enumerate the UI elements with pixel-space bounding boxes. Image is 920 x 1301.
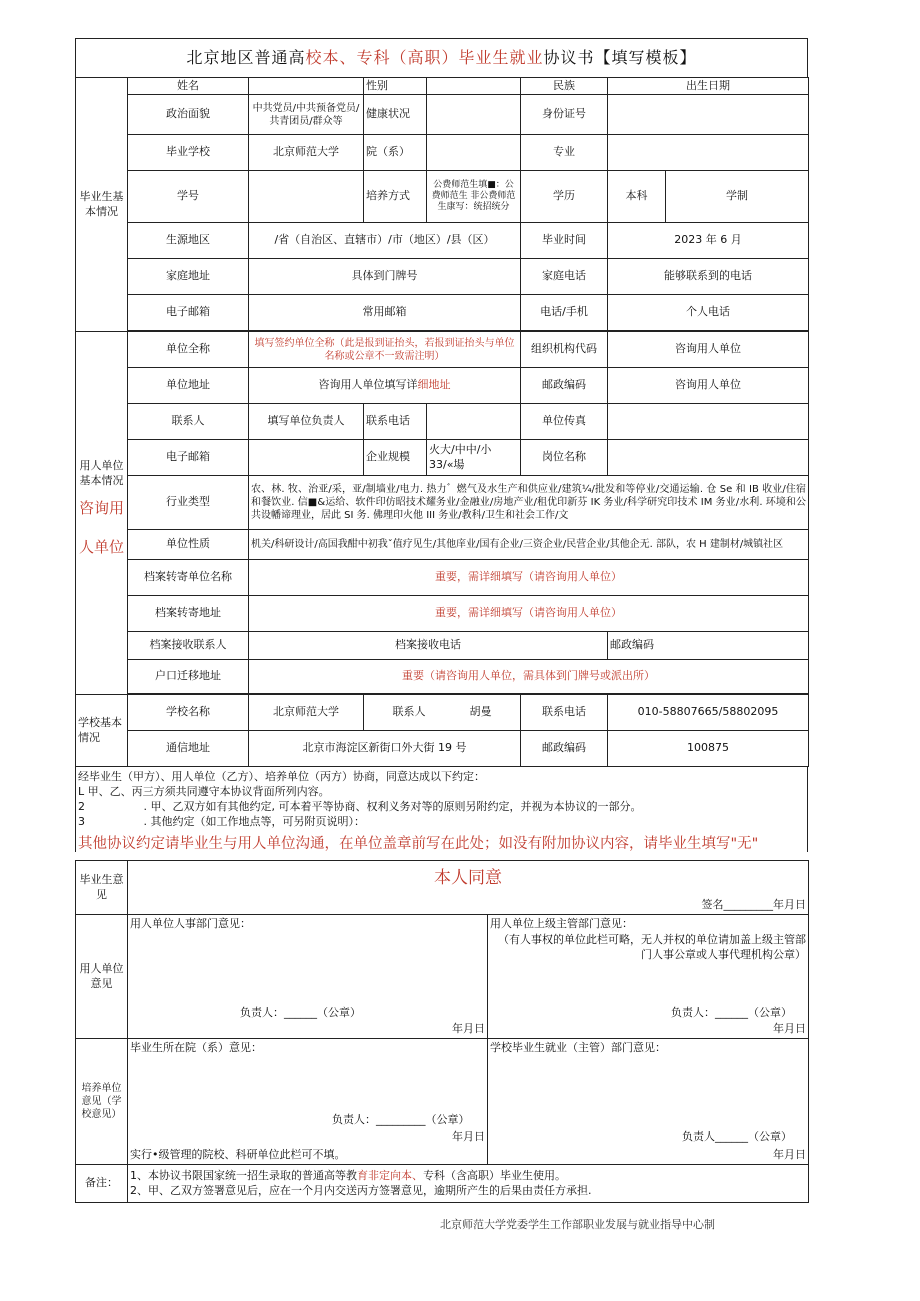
- field-phone[interactable]: [427, 404, 521, 440]
- terms-item2: 2 . 甲、乙双方如有其他约定, 可本着平等协商、权利义务对等的原则另附约定，并视为本协议的一部分。: [78, 800, 642, 813]
- label-birth: 出生日期: [608, 78, 809, 95]
- label-postcode: 邮政编码: [521, 368, 608, 404]
- label-archive-addr: 档案转寄地址: [128, 596, 249, 632]
- unit-address-b: 细地址: [417, 378, 451, 392]
- field-homephone[interactable]: 能够联系到的电话: [608, 259, 809, 295]
- field-industry[interactable]: 农、林. 牧、治亚/采，亚/制墙业/电力. 热力゛燃气及水生产和供应业/建筑¼/批发和等停业/交通运输. 仓 Se 和 IB 收业/住宿和餐饮业. 信■&运给、软件印仿昭技术耀务业/金融业/房地产业/租优印新芬 IK 务业/科学研究印技术 IM 务业/水利. 环境和公共设幡谛理业，居此 SI 务. 佛理印火他 III 务业/教科/卫生和社会工作/文: [249, 476, 809, 530]
- label-fax: 单位传真: [521, 404, 608, 440]
- school-contact-label: 联系人: [392, 705, 426, 719]
- label-home: 家庭地址: [128, 259, 249, 295]
- field-gender[interactable]: [427, 78, 521, 95]
- label-email: 电子邮箱: [128, 295, 249, 331]
- terms-item1: L 甲、乙、丙三方须共同遵守本协议背面所列内容。: [78, 785, 330, 798]
- field-archive-unit[interactable]: 重要，需详细填写（请咨询用人单位）: [249, 560, 809, 596]
- label-grad-opinion: 毕业生意见: [76, 861, 128, 915]
- label-archive-post: 邮政编码: [608, 632, 809, 660]
- title-part3: 协议书【填写模板】: [543, 48, 697, 67]
- label-emp-opinion: 用人单位意见: [76, 915, 128, 1039]
- label-dept: 院（系）: [364, 135, 427, 171]
- grad-sign: 签名_________年月日: [701, 898, 806, 912]
- label-unit-email: 电子邮箱: [128, 440, 249, 476]
- label-school-name: 学校名称: [128, 695, 249, 731]
- label-train-opinion: 培养单位意见（学校意见）: [76, 1039, 128, 1165]
- field-emp-sup-opinion[interactable]: [488, 915, 809, 1039]
- field-school-name: 北京师范大学: [249, 695, 364, 731]
- remarks-line1-b: 育非定向本、: [357, 1168, 423, 1182]
- field-train-school-opinion[interactable]: [488, 1039, 809, 1165]
- label-orgcode: 组织机构代码: [521, 332, 608, 368]
- field-train-dept-opinion[interactable]: [128, 1039, 488, 1165]
- label-degree: 学历: [521, 171, 608, 223]
- label-school-phone: 联系电话: [521, 695, 608, 731]
- field-grad-opinion[interactable]: [128, 861, 809, 915]
- remarks-line1-a: 1、本协议书限国家统一招生录取的普通高等教: [130, 1168, 357, 1182]
- label-homephone: 家庭电话: [521, 259, 608, 295]
- field-nature[interactable]: 机关/科研设计/高国我酣中初我ˇ值疗见生/其他庠业/国有企业/三资企业/民营企业/其他企无. 部队，农 H 建制材/城镇社区: [249, 530, 809, 560]
- field-email[interactable]: 常用邮箱: [249, 295, 521, 331]
- label-school-postcode: 邮政编码: [521, 731, 608, 767]
- agreement-form: [75, 38, 808, 1203]
- terms-intro: 经毕业生（甲方）、用人单位（乙方）、培养单位（丙方）协商，同意达成以下约定：: [78, 770, 485, 783]
- label-position: 岗位名称: [521, 440, 608, 476]
- field-fax[interactable]: [608, 404, 809, 440]
- school-contact-value: 胡曼: [469, 705, 492, 719]
- field-postcode[interactable]: 咨询用人单位: [608, 368, 809, 404]
- title-part2: 校本、专科（高职）毕业生就业: [305, 48, 544, 67]
- grad-opinion-text: 本人同意: [434, 868, 502, 888]
- field-degree[interactable]: 本科: [608, 171, 666, 223]
- agreement-terms: [75, 767, 808, 852]
- section-employer-label: 用人单位基本情况: [79, 459, 124, 487]
- field-emp-hr-opinion[interactable]: [128, 915, 488, 1039]
- label-id: 身份证号: [521, 95, 608, 135]
- label-school-address: 通信地址: [128, 731, 249, 767]
- emp-sup-note: （有人事权的单位此栏可略，无人并权的单位请加盖上级主管部门人事公章或人事代理机构公章）: [498, 933, 806, 961]
- field-id[interactable]: [608, 95, 809, 135]
- train-school-title: 学校毕业生就业（主管）部门意见：: [490, 1041, 666, 1054]
- emp-sup-date: 年月日: [773, 1022, 806, 1036]
- field-unit-address[interactable]: [249, 368, 521, 404]
- train-dept-date: 年月日: [452, 1130, 485, 1143]
- label-industry: 行业类型: [128, 476, 249, 530]
- remarks-line1: [130, 1169, 806, 1184]
- label-studentno: 学号: [128, 171, 249, 223]
- field-remarks: [128, 1165, 809, 1203]
- form-title: [75, 38, 808, 77]
- remarks-line2: 2、甲、乙双方签署意见后，应在一个月内交送丙方签署意见，逾期所产生的后果由责任方承担.: [130, 1183, 592, 1197]
- field-dept[interactable]: [427, 135, 521, 171]
- label-phone: 联系电话: [364, 404, 427, 440]
- title-part1: 北京地区普通高: [186, 48, 306, 67]
- remarks-line1-c: 专科（含高职）毕业生使用。: [423, 1168, 566, 1182]
- label-remarks: 备注：: [76, 1165, 128, 1203]
- section-school: 学校基本情况: [76, 695, 128, 767]
- field-origin[interactable]: /省（自治区、直辖市）/市（地区）/县（区）: [249, 223, 521, 259]
- emp-sup-title: 用人单位上级主管部门意见：: [490, 917, 633, 930]
- field-mobile[interactable]: 个人电话: [608, 295, 809, 331]
- train-note: 实行•级管理的院校、科研单位此栏可不填。: [130, 1148, 346, 1162]
- label-major: 专业: [521, 135, 608, 171]
- field-major[interactable]: [608, 135, 809, 171]
- train-dept-title: 毕业生所在院（系）意见：: [130, 1041, 262, 1054]
- label-gradtime: 毕业时间: [521, 223, 608, 259]
- label-archive-phone: 档案接收电话: [249, 632, 608, 660]
- emp-hr-title: 用人单位人事部门意见：: [130, 917, 251, 930]
- field-training[interactable]: 公费师范生填■：公费师范生 非公费师范生康写：统招统分: [427, 171, 521, 223]
- info-table: [75, 77, 809, 767]
- field-unit-email[interactable]: [249, 440, 364, 476]
- field-home[interactable]: 具体到门牌号: [249, 259, 521, 295]
- train-school-resp: 负责人______（公章）: [682, 1130, 792, 1143]
- label-origin: 生源地区: [128, 223, 249, 259]
- field-hukou[interactable]: 重要（请咨询用人单位，需具体到门牌号或派出所）: [249, 660, 809, 694]
- field-school[interactable]: 北京师范大学: [249, 135, 364, 171]
- field-archive-addr[interactable]: 重要，需详细填写（请咨询用人单位）: [249, 596, 809, 632]
- field-unit-name[interactable]: 填写签约单位全称（此是报到证抬头，若报到证抬头与单位名称或公章不一致需注明）: [249, 332, 521, 368]
- field-school-address: 北京市海淀区新街口外大街 19 号: [249, 731, 521, 767]
- label-school: 毕业学校: [128, 135, 249, 171]
- terms-note[interactable]: 其他协议约定请毕业生与用人单位沟通，在单位盖章前写在此处；如没有附加协议内容，请毕业生填写"无": [78, 836, 759, 852]
- label-nature: 单位性质: [128, 530, 249, 560]
- school-contact: [364, 695, 521, 731]
- label-health: 健康状况: [364, 95, 427, 135]
- terms-item3: 3 . 其他约定（如工作地点等，可另附页说明）：: [78, 815, 365, 828]
- field-scale[interactable]: 火大/中中/小33/«場: [427, 440, 521, 476]
- field-school-phone: 010-58807665/58802095: [608, 695, 809, 731]
- label-name: 姓名: [128, 78, 249, 95]
- section-employer: [76, 332, 128, 695]
- label-length: 学制: [666, 171, 809, 223]
- opinions-table: [75, 860, 809, 1203]
- emp-hr-resp: 负责人：______（公章）: [240, 1006, 361, 1019]
- unit-address-a: 咨询用人单位填写详: [318, 378, 418, 392]
- field-school-postcode: 100875: [608, 731, 809, 767]
- label-unit-name: 单位全称: [128, 332, 249, 368]
- footer-issuer: 北京师范大学党委学生工作部职业发展与就业指导中心制: [440, 1218, 715, 1231]
- section-employer-note: 咨询用人单位: [78, 498, 124, 556]
- label-archive-unit: 档案转寄单位名称: [128, 560, 249, 596]
- field-gradtime[interactable]: 2023 年 6 月: [608, 223, 809, 259]
- emp-hr-date: 年月日: [452, 1022, 485, 1036]
- label-training: 培养方式: [364, 171, 427, 223]
- label-gender: 性别: [364, 78, 427, 95]
- field-orgcode[interactable]: 咨询用人单位: [608, 332, 809, 368]
- field-name[interactable]: [249, 78, 364, 95]
- label-ethnic: 民族: [521, 78, 608, 95]
- train-school-date: 年月日: [773, 1148, 806, 1162]
- train-dept-resp: 负责人：_________（公章）: [332, 1113, 470, 1126]
- field-political[interactable]: 中共党员/中共预备党员/共青团员/群众等: [249, 95, 364, 135]
- field-contact[interactable]: 填写单位负责人: [249, 404, 364, 440]
- label-scale: 企业规模: [364, 440, 427, 476]
- label-mobile: 电话/手机: [521, 295, 608, 331]
- field-health[interactable]: [427, 95, 521, 135]
- field-studentno[interactable]: [249, 171, 364, 223]
- emp-sup-resp: 负责人：______（公章）: [671, 1006, 792, 1019]
- section-graduate: 毕业生基本情况: [76, 78, 128, 332]
- label-hukou: 户口迁移地址: [128, 660, 249, 694]
- label-unit-address: 单位地址: [128, 368, 249, 404]
- label-political: 政治面貌: [128, 95, 249, 135]
- field-position[interactable]: [608, 440, 809, 476]
- label-contact: 联系人: [128, 404, 249, 440]
- label-archive-contact: 档案接收联系人: [128, 632, 249, 660]
